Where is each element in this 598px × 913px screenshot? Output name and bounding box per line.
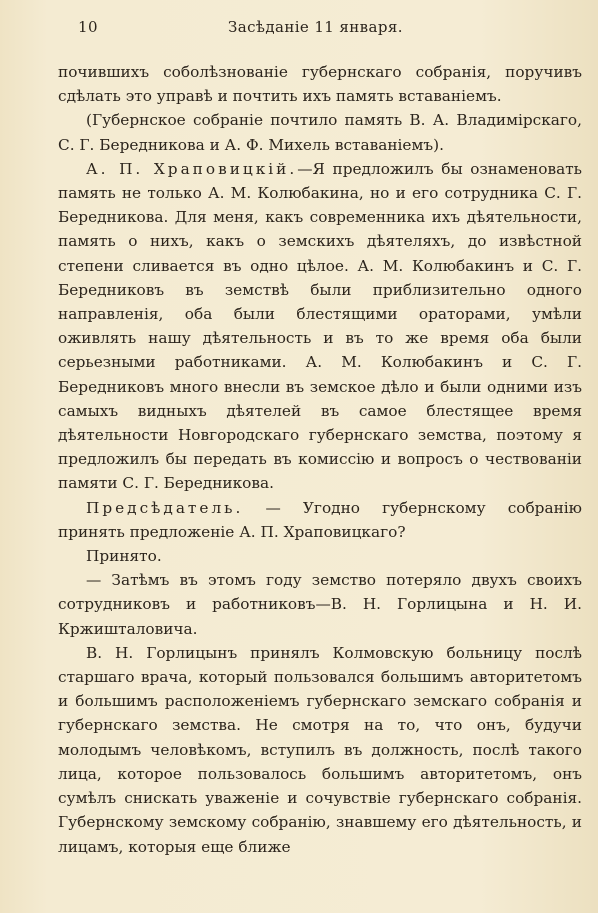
page-number: 10 <box>78 18 98 36</box>
paragraph-text: — Затѣмъ въ этомъ году земство потеряло двухъ своихъ сотрудниковъ и работниковъ—В. Н. Горлицына и Н. И. Кржишталовича. <box>58 571 582 638</box>
paragraph <box>58 544 582 568</box>
paragraph-text: почившихъ соболѣзнованіе губернскаго собранія, поручивъ сдѣлать это управѣ и почтить ихъ память вставаніемъ. <box>58 63 582 106</box>
paragraph-text: В. Н. Горлицынъ принялъ Колмовскую больницу послѣ старшаго врача, который пользовался большимъ авторитетомъ и большимъ расположеніемъ губернскаго земскаго собранія и губернскаго земства. Не смотря на то, что онъ, будучи молодымъ человѣкомъ, вступилъ въ должность, послѣ такого лица, которое пользовалось большимъ авторитетомъ, онъ сумѣлъ снискать уваженіе и сочувствіе губернскаго собранія. Губернскому земскому собранію, знавшему его дѣятельность, и лицамъ, которыя еще ближе <box>58 643 582 856</box>
paragraph-text: —Я предложилъ бы ознаменовать память не только А. М. Колюбакина, но и его сотрудника С. Г. Бередникова. Для меня, какъ современника ихъ дѣятельности, память о нихъ, какъ о земскихъ дѣятеляхъ, до извѣстной степени сливается въ одно цѣлое. А. М. Колюбакинъ и С. Г. Бередниковъ въ земствѣ были приблизительно одного направленія, оба были блестящими ораторами, умѣли оживлять нашу дѣятельность и въ то же время оба были серьезными работниками. А. М. Колюбакинъ и С. Г. Бередниковъ много внесли въ земское дѣло и были одними изъ самыхъ видныхъ дѣятелей въ самое блестящее время дѣятельности Новгородскаго губернскаго земства, поэтому я предложилъ бы передать въ комиссію и вопросъ о чествованіи памяти С. Г. Бередникова. <box>58 159 582 493</box>
body-text <box>58 60 582 859</box>
paragraph <box>58 60 582 108</box>
paragraph <box>58 157 582 496</box>
paragraph <box>58 568 582 641</box>
paragraph <box>58 641 582 859</box>
paragraph-text: Принято. <box>86 547 162 566</box>
speaker-name: Предсѣдатель. <box>86 498 244 517</box>
speaker-name: А. П. Храповицкій. <box>86 159 298 178</box>
paragraph <box>58 496 582 544</box>
paragraph-text: — Угодно губернскому собранію принять предложеніе А. П. Храповицкаго? <box>58 498 582 541</box>
running-title: Засѣданіе 11 января. <box>228 18 403 36</box>
paragraph-text: (Губернское собраніе почтило память В. А. Владимірскаго, С. Г. Бередникова и А. Ф. Михель вставаніемъ). <box>58 111 582 154</box>
paragraph <box>58 108 582 156</box>
page-header <box>78 18 576 44</box>
